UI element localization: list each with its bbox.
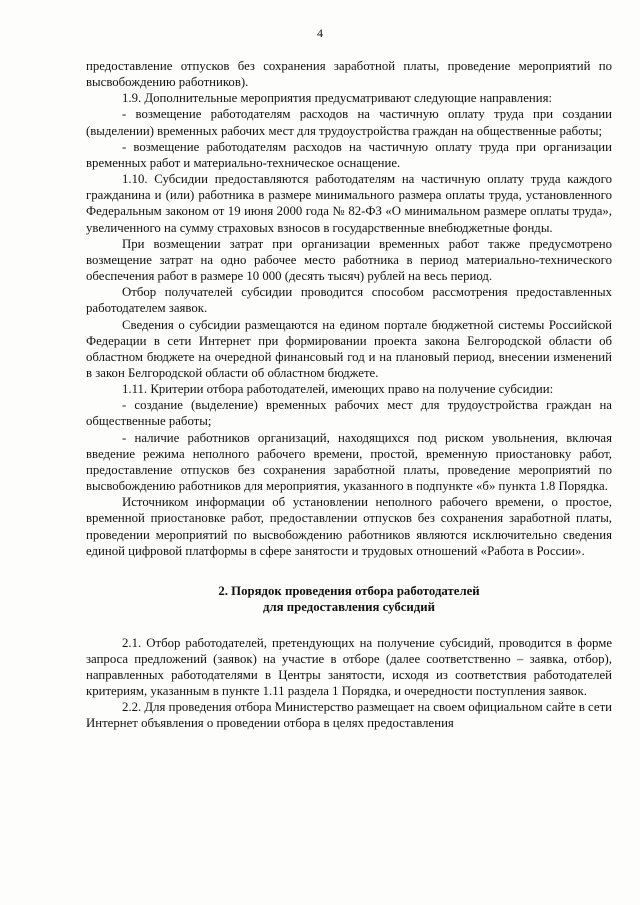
paragraph-continuation: предоставление отпусков без сохранения заработной платы, проведение мероприятий по высвобождению работников). xyxy=(86,59,612,90)
list-item-temporary-works: - возмещение работодателям расходов на частичную оплату труда при организации временных работ и материально-техническое оснащение. xyxy=(86,139,612,170)
paragraph-2-2: 2.2. Для проведения отбора Министерство размещает на своем официальном сайте в сети Интернет объявления о проведении отбора в целях предоставления xyxy=(86,700,613,731)
list-item-create-jobs: - создание (выделение) временных рабочих мест для трудоустройства граждан на общественные работы; xyxy=(86,398,612,429)
section-heading-line-1: 2. Порядок проведения отбора работодателей xyxy=(218,583,480,598)
paragraph-portal-info: Сведения о субсидии размещаются на едином портале бюджетной системы Российской Федерации в сети Интернет при формировании проекта закона Белгородской области об областном бюджете на очередной финансовый год и на плановый период, внесении изменений в закон Белгородской области об областном бюджете. xyxy=(86,317,612,380)
paragraph-reimbursement: При возмещении затрат при организации временных работ также предусмотрено возмещение затрат на одно рабочее место работника в период материально-технического обеспечения работ в размере 10 000 (десять тысяч) рублей на весь период. xyxy=(86,236,612,284)
page-number: 4 xyxy=(317,26,323,40)
paragraph-1-9: 1.9. Дополнительные мероприятия предусматривают следующие направления: xyxy=(122,91,553,106)
section-heading-line-2: для предоставления субсидий xyxy=(262,600,436,615)
paragraph-1-10: 1.10. Субсидии предоставляются работодателям на частичную оплату труда каждого гражданина и (или) работника в размере минимального размера оплаты труда, установленного Федеральным законом от 19 июня 2000 года № 82-ФЗ «О минимальном размере оплаты труда», увеличенного на сумму страховых взносов в государственные внебюджетные фонды. xyxy=(86,172,612,235)
paragraph-2-1: 2.1. Отбор работодателей, претендующих на получение субсидий, проводится в форме запроса предложений (заявок) на участие в отборе (далее соответственно – заявка, отбор), направленных работодателями в Центры занятости, исходя из соответствия работодателей критериям, указанным в пункте 1.11 раздела 1 Порядка, и очередности поступления заявок. xyxy=(86,635,612,699)
paragraph-information-source: Источником информации об установлении неполного рабочего времени, о простое, временной приостановке работ, предоставлении отпусков без сохранения заработной платы, проведении мероприятий по высвобождению работников являются исключительно сведения единой цифровой платформы в сфере занятости и трудовых отношений «Работа в России». xyxy=(86,495,612,558)
document-body xyxy=(86,58,612,732)
list-item-layoff-risk: - наличие работников организаций, находящихся под риском увольнения, включая введение режима неполного рабочего времени, простой, временную приостановку работ, предоставление отпусков без сохранения заработной платы, проведение мероприятий по высвобождению работников для мероприятия, указанного в подпункте «б» пункта 1.8 Порядка. xyxy=(86,430,612,494)
paragraph-selection-method: Отбор получателей субсидии проводится способом рассмотрения предоставленных работодателем заявок. xyxy=(86,285,612,316)
paragraph-1-11: 1.11. Критерии отбора работодателей, имеющих право на получение субсидии: xyxy=(122,382,554,397)
list-item-temporary-jobs: - возмещение работодателям расходов на частичную оплату труда при создании (выделении) временных рабочих мест для трудоустройства граждан на общественные работы; xyxy=(86,107,612,138)
section-heading xyxy=(86,583,612,616)
